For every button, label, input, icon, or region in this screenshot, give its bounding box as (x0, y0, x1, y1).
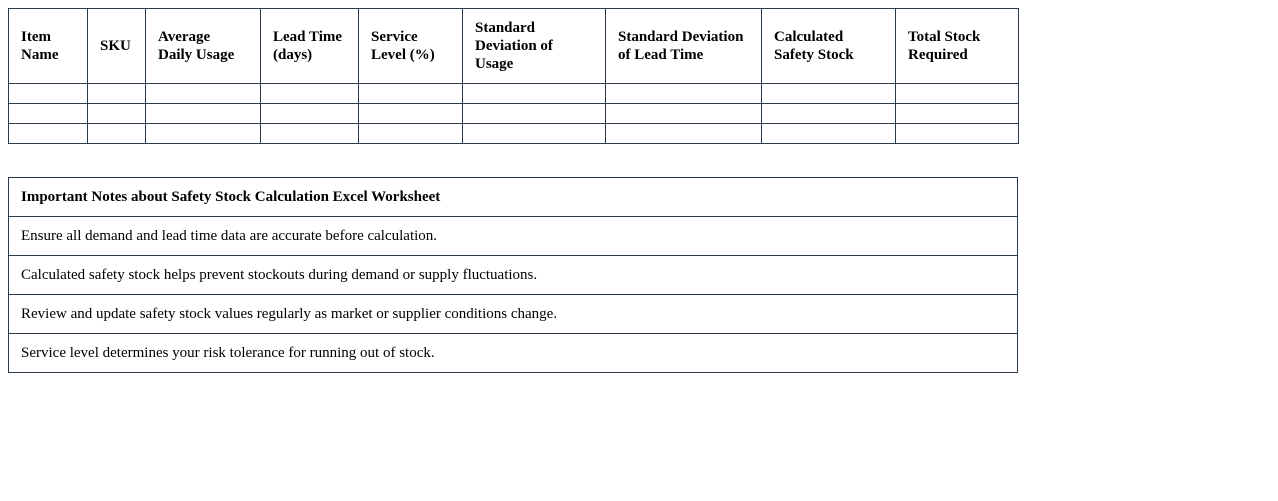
list-item (9, 334, 1018, 373)
table-cell[interactable] (88, 124, 146, 144)
header-sku: SKU (88, 9, 146, 84)
notes-title-row (9, 178, 1018, 217)
table-cell[interactable] (896, 104, 1019, 124)
table-cell[interactable] (9, 124, 88, 144)
table-cell[interactable] (606, 124, 762, 144)
table-cell[interactable] (762, 84, 896, 104)
table-cell[interactable] (146, 84, 261, 104)
table-cell[interactable] (762, 124, 896, 144)
header-std-dev-lead-time: Standard Deviation of Lead Time (606, 9, 762, 84)
table-cell[interactable] (146, 104, 261, 124)
header-total-stock-required: Total Stock Required (896, 9, 1019, 84)
table-cell[interactable] (463, 124, 606, 144)
notes-title: Important Notes about Safety Stock Calculation Excel Worksheet (9, 178, 1018, 217)
note-text: Review and update safety stock values regularly as market or supplier conditions change. (9, 295, 1018, 334)
table-row (9, 84, 1019, 104)
table-cell[interactable] (762, 104, 896, 124)
table-cell[interactable] (9, 104, 88, 124)
table-cell[interactable] (606, 104, 762, 124)
header-calculated-safety-stock: Calculated Safety Stock (762, 9, 896, 84)
table-cell[interactable] (896, 84, 1019, 104)
table-cell[interactable] (463, 84, 606, 104)
table-cell[interactable] (463, 104, 606, 124)
table-cell[interactable] (359, 104, 463, 124)
note-text: Calculated safety stock helps prevent stockouts during demand or supply fluctuations. (9, 256, 1018, 295)
table-cell[interactable] (146, 124, 261, 144)
table-cell[interactable] (9, 84, 88, 104)
header-std-dev-usage: Standard Deviation of Usage (463, 9, 606, 84)
header-item-name: Item Name (9, 9, 88, 84)
table-cell[interactable] (261, 104, 359, 124)
note-text: Ensure all demand and lead time data are accurate before calculation. (9, 217, 1018, 256)
table-cell[interactable] (896, 124, 1019, 144)
table-cell[interactable] (359, 84, 463, 104)
table-row (9, 104, 1019, 124)
list-item (9, 295, 1018, 334)
list-item (9, 256, 1018, 295)
header-service-level: Service Level (%) (359, 9, 463, 84)
table-header-row (9, 9, 1019, 84)
table-row (9, 124, 1019, 144)
table-cell[interactable] (359, 124, 463, 144)
header-average-daily-usage: Average Daily Usage (146, 9, 261, 84)
table-cell[interactable] (606, 84, 762, 104)
table-cell[interactable] (261, 84, 359, 104)
note-text: Service level determines your risk tolerance for running out of stock. (9, 334, 1018, 373)
header-lead-time: Lead Time (days) (261, 9, 359, 84)
list-item (9, 217, 1018, 256)
notes-table (8, 177, 1018, 373)
safety-stock-table (8, 8, 1019, 144)
table-cell[interactable] (88, 104, 146, 124)
table-cell[interactable] (261, 124, 359, 144)
table-cell[interactable] (88, 84, 146, 104)
